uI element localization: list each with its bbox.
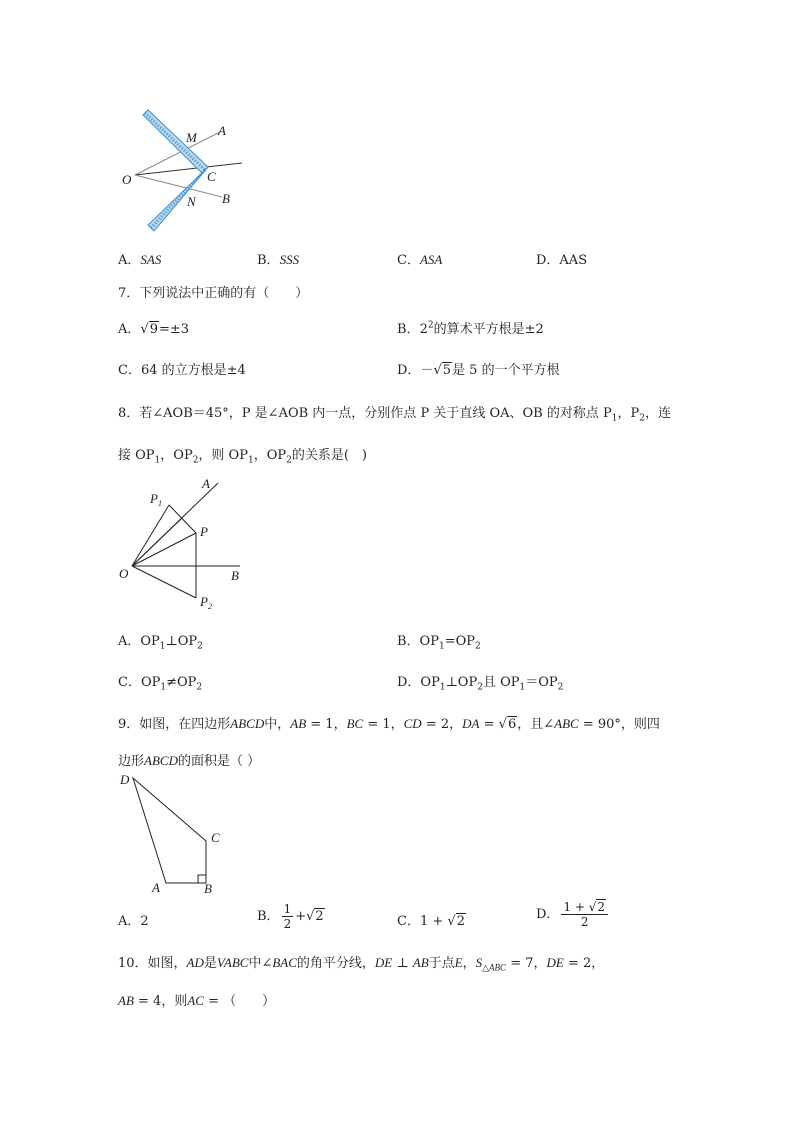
option-text: =OP — [444, 634, 476, 649]
label-p: P — [200, 524, 208, 539]
stem-text: = 7， — [506, 956, 547, 971]
q8-option-a[interactable] — [118, 630, 203, 652]
denominator: 2 — [283, 917, 292, 931]
q9-option-a[interactable] — [118, 910, 149, 929]
subscript: 2 — [192, 455, 199, 466]
label-p1: $P_1$ — [150, 491, 162, 508]
stem-text: 的关系是( ) — [291, 448, 367, 463]
math-var: VABC — [216, 955, 249, 970]
minus: － — [420, 363, 434, 378]
seg-p1p — [169, 505, 196, 533]
q7-option-d[interactable]: D．－√5是 5 的一个平方根 — [397, 363, 560, 378]
label-n: N — [187, 194, 196, 209]
subscript: 1 — [611, 413, 618, 424]
stem-text: = 1， — [306, 717, 347, 732]
numerator-text: 1 + — [563, 900, 589, 914]
q9-option-c[interactable]: C．1 + √2 — [397, 914, 465, 929]
stem-text: 9．如图，在四边形 — [118, 717, 231, 732]
subscript: 1 — [159, 641, 166, 652]
stem-text: 10．如图， — [118, 956, 187, 971]
option-letter: A． — [118, 253, 141, 268]
q8-stem-line1 — [118, 402, 671, 424]
math-var: AB — [290, 716, 307, 731]
quadrilateral-abcd — [133, 778, 206, 883]
label-a: A — [218, 123, 226, 138]
denominator: 2 — [580, 915, 589, 929]
q7-option-b[interactable] — [397, 318, 544, 337]
q7-stem: 7．下列说法中正确的有（ ） — [118, 286, 309, 301]
math-var: S — [475, 955, 483, 970]
subscript: 1 — [439, 682, 446, 693]
stem-text: = — [479, 717, 499, 732]
math-var: CD — [403, 716, 422, 731]
q6-figure — [110, 105, 260, 240]
option-letter: B． — [257, 253, 280, 268]
option-letter: C． — [397, 253, 420, 268]
option-text: C．OP — [118, 675, 161, 690]
radicand: 9 — [149, 322, 158, 337]
stem-text: 于点 — [428, 956, 455, 971]
stem-text: 是 — [203, 956, 217, 971]
fraction — [561, 900, 608, 929]
plus: + — [295, 909, 307, 924]
math-var: E — [454, 955, 463, 970]
ray-oc — [135, 163, 242, 175]
radicand: 2 — [597, 900, 606, 914]
option-text: A．OP — [118, 634, 160, 649]
numerator: 1 + √2 — [561, 900, 608, 915]
label-b: B — [204, 881, 212, 896]
stem-text: ， — [462, 956, 476, 971]
math-var: ABC — [554, 716, 579, 731]
option-letter: B． — [257, 909, 280, 924]
radicand: 2 — [456, 914, 465, 929]
ruler-upper — [143, 110, 208, 173]
subscript: 2 — [197, 641, 203, 652]
subscript: 2 — [557, 682, 564, 693]
stem-text: ，连 — [644, 406, 671, 421]
option-letter: D． — [536, 907, 560, 922]
math-var: ABCD — [230, 716, 265, 731]
subscript: △ABC — [482, 962, 507, 973]
math-var: DA — [462, 716, 480, 731]
math-var: AC — [187, 993, 204, 1008]
q6-option-a[interactable] — [118, 249, 161, 268]
fraction — [282, 902, 294, 931]
math-var: AB — [412, 955, 429, 970]
q9-option-d[interactable] — [536, 900, 610, 929]
seg-op2 — [132, 566, 196, 598]
label-b: B — [222, 191, 230, 206]
stem-text: 8．若∠AOB＝45°，P 是∠AOB 内一点，分别作点 P 关于直线 OA、OB 的对称点 P — [118, 406, 612, 421]
q10-stem-line2 — [118, 990, 275, 1009]
option-text: 是 5 的一个平方根 — [452, 363, 560, 378]
math-var: DE — [374, 955, 393, 970]
subscript: 1 — [247, 455, 254, 466]
subscript: 2 — [286, 455, 292, 466]
stem-text: = （ ） — [203, 994, 276, 1009]
q6-option-b[interactable] — [257, 249, 299, 268]
stem-text: = 4，则 — [133, 994, 188, 1009]
option-text: 且 OP — [482, 675, 520, 690]
subscript: 1 — [154, 455, 161, 466]
option-text: D．OP — [397, 675, 440, 690]
label-c: C — [207, 169, 216, 184]
math-var: AD — [186, 955, 204, 970]
option-letter: C． — [397, 914, 420, 929]
subscript: 1 — [160, 682, 167, 693]
subscript: 2 — [639, 413, 645, 424]
label-p2: $P_2$ — [200, 594, 212, 611]
subscript: 1 — [438, 641, 445, 652]
option-text: 的算术平方根是±2 — [433, 322, 544, 337]
stem-text: = 2， — [563, 956, 605, 971]
stem-text: 的角平分线， — [296, 956, 375, 971]
q8-figure — [112, 475, 252, 615]
option-text: B．OP — [397, 634, 439, 649]
math-var: BC — [346, 716, 364, 731]
stem-text: 中∠ — [248, 956, 273, 971]
subscript: 2 — [477, 682, 483, 693]
radicand: 6 — [507, 717, 517, 732]
option-letter: B． — [397, 322, 420, 337]
q9-stem-line1: 9．如图，在四边形ABCD中，AB = 1，BC = 1，CD = 2，DA = √6，且∠ABC = 90°，则四 — [118, 716, 660, 732]
stem-text: ，且∠ — [517, 717, 555, 732]
option-text: 2 — [140, 914, 149, 929]
option-letter: A． — [118, 914, 141, 929]
q7-option-a[interactable]: A．√9=±3 — [118, 322, 190, 337]
stem-text: 的面积是（ ） — [177, 754, 261, 769]
q7-option-c[interactable]: C．64 的立方根是±4 — [118, 363, 246, 378]
label-b: B — [231, 568, 239, 583]
stem-text: = 2， — [421, 717, 463, 732]
stem-text: = 90°，则四 — [578, 717, 660, 732]
q8-stem-line2 — [118, 444, 367, 466]
option-text: 1 + — [419, 914, 448, 929]
option-text: ＝OP — [525, 675, 558, 690]
label-a: A — [202, 476, 210, 491]
stem-text: ，P — [617, 406, 640, 421]
stem-text: 中， — [264, 717, 291, 732]
q8-option-d[interactable] — [397, 671, 563, 693]
stem-text: = 1， — [363, 717, 404, 732]
math-var: BAC — [272, 955, 297, 970]
label-c: C — [211, 830, 220, 845]
stem-text: ，OP — [160, 448, 193, 463]
option-letter: D． — [397, 363, 421, 378]
q8-option-b[interactable] — [397, 630, 481, 652]
stem-text: ，OP — [253, 448, 287, 463]
exponent: 2 — [427, 320, 434, 331]
q9-figure — [112, 768, 222, 898]
q8-option-c[interactable] — [118, 671, 202, 693]
stem-text: 接 OP — [118, 448, 155, 463]
radicand: 2 — [315, 909, 324, 924]
q9-option-b[interactable]: B． $\frac{1}{2}$ +√2 — [257, 902, 324, 931]
option-text: ⊥OP — [445, 675, 478, 690]
label-o: O — [119, 566, 129, 581]
math-var: ABCD — [144, 753, 178, 768]
q10-stem-line1 — [118, 952, 604, 974]
option-text: ⊥OP — [165, 634, 198, 649]
subscript: 1 — [519, 682, 526, 693]
option-text: ASA — [419, 252, 443, 267]
label-a: A — [152, 880, 160, 895]
option-letter: A． — [118, 322, 141, 337]
radicand: 5 — [442, 363, 452, 378]
math-var: DE — [546, 955, 564, 970]
option-text: =±3 — [158, 322, 190, 337]
label-d: D — [120, 772, 130, 787]
q6-option-d[interactable] — [536, 249, 587, 268]
math-var: AB — [118, 993, 134, 1008]
subscript: 2 — [196, 682, 203, 693]
stem-text: 边形 — [118, 754, 145, 769]
subscript: 2 — [475, 641, 481, 652]
option-text: ≠OP — [166, 675, 197, 690]
label-m: M — [186, 130, 197, 145]
option-text: SSS — [279, 252, 300, 267]
base: 2 — [419, 322, 428, 337]
stem-text: ，则 OP — [198, 448, 248, 463]
numerator: 1 — [283, 902, 292, 916]
option-text: D．AAS — [536, 253, 588, 268]
stem-text: ⊥ — [392, 956, 413, 971]
option-text: SAS — [140, 252, 162, 267]
label-o: O — [122, 172, 132, 187]
q9-stem-line2 — [118, 750, 260, 769]
q6-option-c[interactable] — [397, 249, 442, 268]
